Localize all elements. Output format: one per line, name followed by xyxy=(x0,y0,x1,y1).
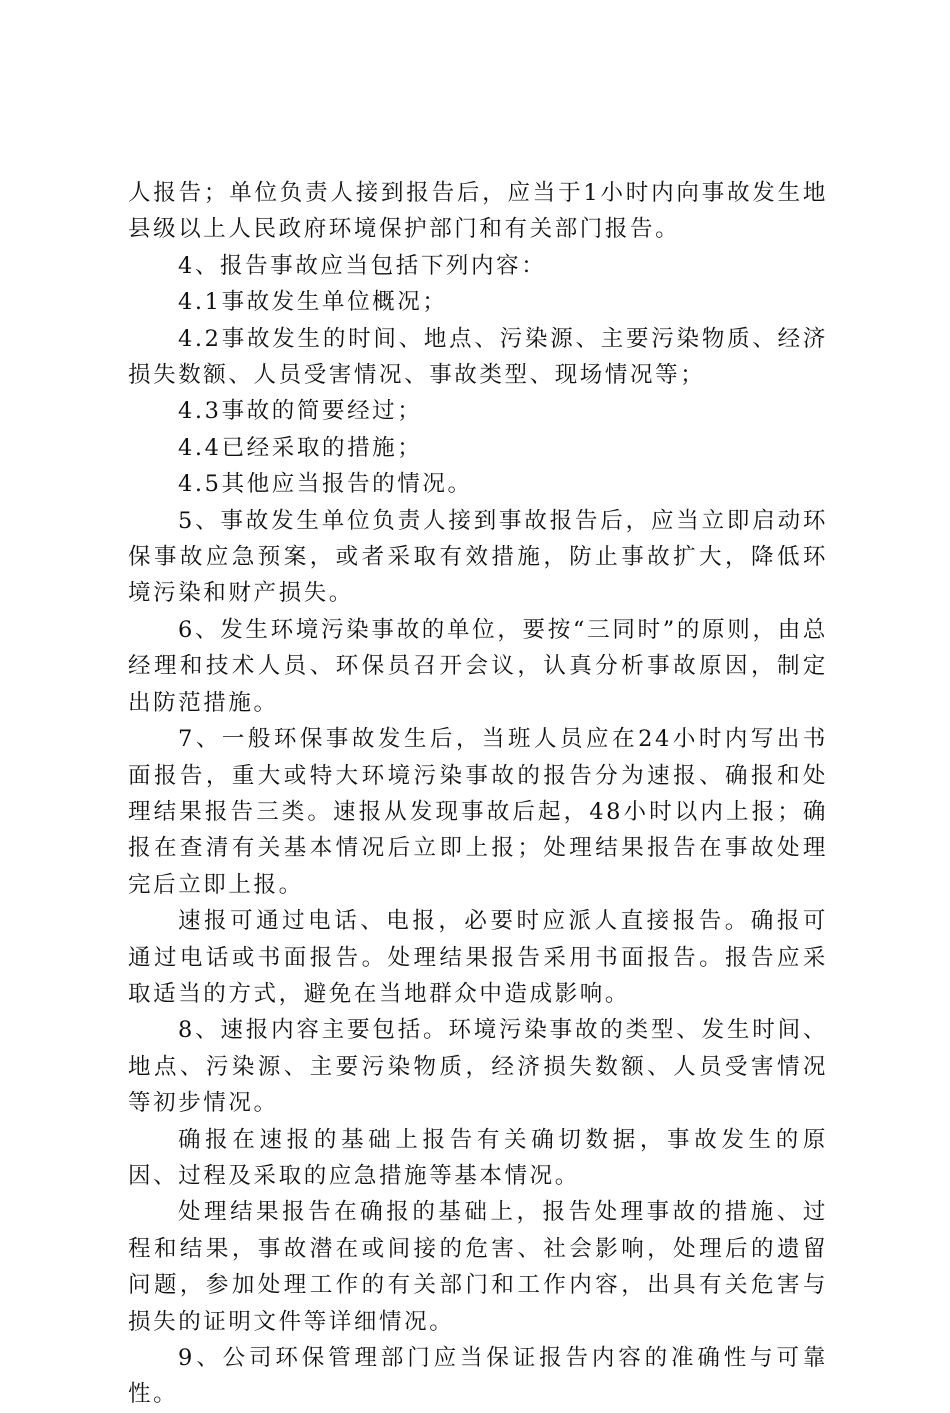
paragraph-item-8: 8、速报内容主要包括。环境污染事故的类型、发生时间、地点、污染源、主要污染物质，经济损失数额、人员受害情况等初步情况。 xyxy=(128,1017,828,1117)
paragraph-result-report: 处理结果报告在确报的基础上，报告处理事故的措施、过程和结果，事故潜在或间接的危害、社会影响，处理后的遗留问题，参加处理工作的有关部门和工作内容，出具有关危害与损失的证明文件等详细情况。 xyxy=(128,1199,828,1335)
paragraph-item-7: 7、一般环保事故发生后，当班人员应在24小时内写出书面报告，重大或特大环境污染事故的报告分为速报、确报和处理结果报告三类。速报从发现事故后起，48小时以内上报；确报在查清有关基本情况后立即上报；处理结果报告在事故处理完后立即上报。 xyxy=(128,726,828,898)
paragraph-item-4: 4、报告事故应当包括下列内容： xyxy=(178,252,547,279)
paragraph-confirm-report: 确报在速报的基础上报告有关确切数据，事故发生的原因、过程及采取的应急措施等基本情况。 xyxy=(128,1126,828,1189)
paragraph-item-4-4: 4.4已经采取的措施； xyxy=(178,434,423,461)
paragraph-continuation: 人报告；单位负责人接到报告后，应当于1小时内向事故发生地县级以上人民政府环境保护部门和有关部门报告。 xyxy=(128,180,828,243)
paragraph-item-4-2: 4.2事故发生的时间、地点、污染源、主要污染物质、经济损失数额、人员受害情况、事故类型、现场情况等； xyxy=(128,325,828,389)
paragraph-item-4-5: 4.5其他应当报告的情况。 xyxy=(178,471,473,498)
paragraph-item-4-3: 4.3事故的简要经过； xyxy=(178,398,423,425)
document-body xyxy=(128,175,828,1413)
paragraph-quick-report: 速报可通过电话、电报，必要时应派人直接报告。确报可通过电话或书面报告。处理结果报告采用书面报告。报告应采取适当的方式，避免在当地群众中造成影响。 xyxy=(128,908,828,1007)
paragraph-item-9: 9、公司环保管理部门应当保证报告内容的准确性与可靠性。 xyxy=(128,1345,828,1408)
paragraph-item-4-1: 4.1事故发生单位概况； xyxy=(178,289,448,316)
paragraph-item-5: 5、事故发生单位负责人接到事故报告后，应当立即启动环保事故应急预案，或者采取有效措施，防止事故扩大，降低环境污染和财产损失。 xyxy=(128,507,828,607)
paragraph-item-6: 6、发生环境污染事故的单位，要按“三同时”的原则，由总经理和技术人员、环保员召开会议，认真分析事故原因，制定出防范措施。 xyxy=(128,616,828,716)
